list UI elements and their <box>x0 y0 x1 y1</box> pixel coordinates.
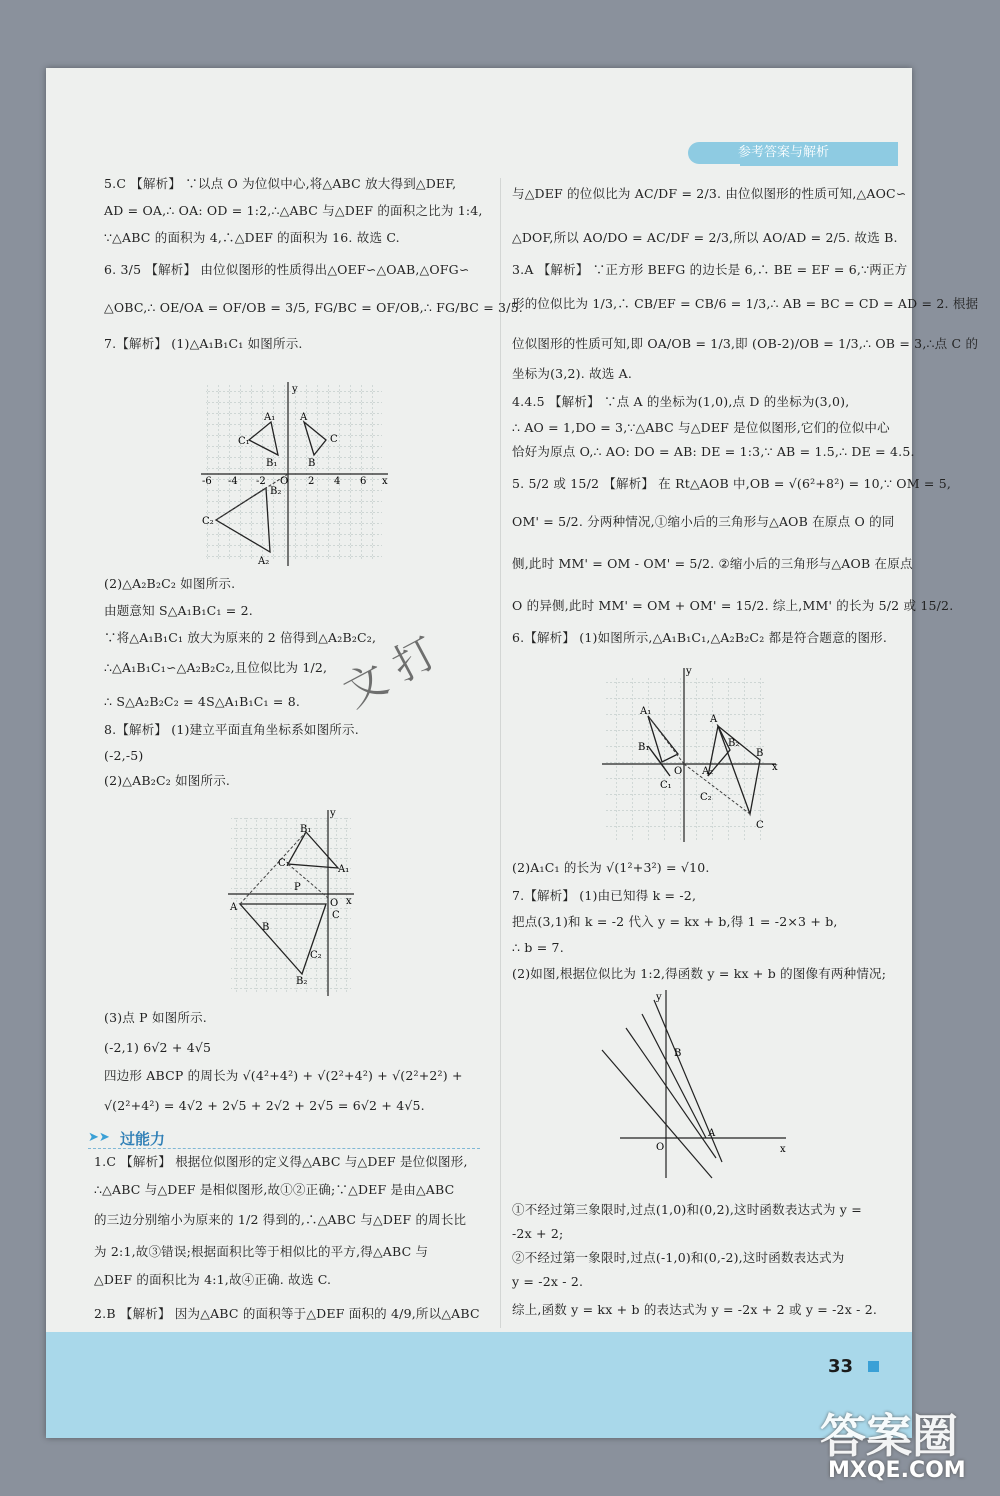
text-line: △OBC,∴ OE/OA = OF/OB = 3/5, FG/BC = OF/OB,∴ FG/BC = 3/5. <box>104 300 523 315</box>
text-line: 由题意知 S△A₁B₁C₁ = 2. <box>104 603 253 618</box>
svg-text:4: 4 <box>334 476 341 487</box>
text-line: (2)△A₂B₂C₂ 如图所示. <box>104 576 236 591</box>
text-line: ②不经过第一象限时,过点(-1,0)和(0,-2),这时函数表达式为 <box>512 1250 845 1265</box>
text-line: △DOF,所以 AO/DO = AC/DF = 2/3,所以 AO/AD = 2/5. 故选 B. <box>512 230 898 245</box>
svg-text:A: A <box>708 1128 716 1139</box>
text-line: 综上,函数 y = kx + b 的表达式为 y = -2x + 2 或 y = -2x - 2. <box>512 1302 878 1317</box>
fig7-y-label: y <box>292 384 298 395</box>
svg-text:B₂: B₂ <box>728 738 740 749</box>
text-line: 位似图形的性质可知,即 OA/OB = 1/3,即 (OB-2)/OB = 1/3,∴ OB = 3,∴点 C 的 <box>512 336 979 351</box>
svg-text:A: A <box>230 902 238 913</box>
svg-text:x: x <box>780 1144 786 1155</box>
text-line: 5.C 【解析】 ∵以点 O 为位似中心,将△ABC 放大得到△DEF, <box>104 176 457 191</box>
text-line: 侧,此时 MM' = OM - OM' = 5/2. ②缩小后的三角形与△AOB 在原点 <box>512 556 913 571</box>
svg-text:-2: -2 <box>256 476 266 487</box>
svg-text:B₁: B₁ <box>300 824 312 835</box>
text-line: ∵△ABC 的面积为 4,∴△DEF 的面积为 16. 故选 C. <box>104 230 400 245</box>
text-line: (2)△AB₂C₂ 如图所示. <box>104 773 231 788</box>
svg-text:O: O <box>330 898 339 909</box>
svg-text:A₂: A₂ <box>702 766 714 777</box>
section-icon: ➤➤ <box>88 1130 110 1145</box>
text-line: ∴△ABC 与△DEF 是相似图形,故①②正确;∵△DEF 是由△ABC <box>94 1182 455 1197</box>
text-line: ∴△A₁B₁C₁∽△A₂B₂C₂,且位似比为 1/2, <box>104 660 328 675</box>
text-line: y = -2x - 2. <box>512 1274 584 1289</box>
header-title: 参考答案与解析 <box>688 142 898 164</box>
svg-text:y: y <box>330 808 336 819</box>
svg-text:C₁: C₁ <box>238 436 250 447</box>
page-number: 33 <box>828 1356 854 1377</box>
text-line: ①不经过第三象限时,过点(1,0)和(0,2),这时函数表达式为 y = <box>512 1202 862 1217</box>
svg-text:C: C <box>332 910 340 921</box>
svg-text:-4: -4 <box>228 476 238 487</box>
watermark-url: MXQE.COM <box>828 1458 966 1483</box>
text-line: ∵将△A₁B₁C₁ 放大为原来的 2 倍得到△A₂B₂C₂, <box>104 630 377 645</box>
svg-text:y: y <box>686 666 692 677</box>
figure-q7-svg <box>196 380 396 570</box>
svg-text:A₁: A₁ <box>640 706 652 717</box>
svg-text:A₂: A₂ <box>258 556 270 567</box>
svg-text:x: x <box>346 896 352 907</box>
header-rule <box>740 164 898 166</box>
text-line: 7.【解析】 (1)由已知得 k = -2, <box>512 888 697 903</box>
watermark-logo: 答案圈 <box>820 1409 958 1463</box>
svg-text:C₂: C₂ <box>700 792 712 803</box>
figure-q8-grid <box>226 808 356 998</box>
text-line: 7.【解析】 (1)△A₁B₁C₁ 如图所示. <box>104 336 303 351</box>
text-line: 6. 3/5 【解析】 由位似图形的性质得出△OEF∽△OAB,△OFG∽ <box>104 262 470 277</box>
text-line: 形的位似比为 1/3,∴ CB/EF = CB/6 = 1/3,∴ AB = BC = CD = AD = 2. 根据 <box>512 296 979 311</box>
svg-text:2: 2 <box>308 476 315 487</box>
text-line: -2x + 2; <box>512 1226 564 1241</box>
text-line: 5. 5/2 或 15/2 【解析】 在 Rt△AOB 中,OB = √(6²+8²) = 10,∵ OM = 5, <box>512 476 952 491</box>
svg-text:B₂: B₂ <box>270 486 282 497</box>
svg-text:C: C <box>756 820 764 831</box>
text-line: 8.【解析】 (1)建立平面直角坐标系如图所示. <box>104 722 359 737</box>
figure-q6-svg <box>600 666 780 846</box>
text-line: (3)点 P 如图所示. <box>104 1010 207 1025</box>
svg-text:-6: -6 <box>202 476 212 487</box>
svg-text:B: B <box>674 1048 682 1059</box>
figure-q7-grid <box>196 380 396 570</box>
text-line: 2.B 【解析】 因为△ABC 的面积等于△DEF 面积的 4/9,所以△ABC <box>94 1306 480 1321</box>
handwriting-mark: 文 打 <box>335 627 445 717</box>
text-line: 3.A 【解析】 ∵正方形 BEFG 的边长是 6,∴ BE = EF = 6,∵两正方 <box>512 262 908 277</box>
text-line: (-2,-5) <box>104 748 144 763</box>
page-marker <box>868 1361 879 1372</box>
fig7-x-label: x <box>382 476 388 487</box>
text-line: ∴ S△A₂B₂C₂ = 4S△A₁B₁C₁ = 8. <box>104 694 301 709</box>
text-line: 6.【解析】 (1)如图所示,△A₁B₁C₁,△A₂B₂C₂ 都是符合题意的图形. <box>512 630 888 645</box>
svg-text:A: A <box>710 714 718 725</box>
figure-q8-svg <box>226 808 356 998</box>
text-line: 4.4.5 【解析】 ∵点 A 的坐标为(1,0),点 D 的坐标为(3,0), <box>512 394 850 409</box>
text-line: 四边形 ABCP 的周长为 √(4²+4²) + √(2²+4²) + √(2²+2²) + <box>104 1068 463 1083</box>
figure-q7r-lines <box>596 986 796 1186</box>
text-line: ∴ b = 7. <box>512 940 564 955</box>
section-title: 过能力 <box>120 1130 166 1148</box>
text-line: 把点(3,1)和 k = -2 代入 y = kx + b,得 1 = -2×3 + b, <box>512 914 838 929</box>
section-header <box>88 1128 480 1149</box>
svg-text:y: y <box>656 992 662 1003</box>
svg-text:B: B <box>756 748 764 759</box>
text-line: 恰好为原点 O,∴ AO: DO = AB: DE = 1:3,∵ AB = 1.5,∴ DE = 4.5. <box>512 444 915 459</box>
text-line: 1.C 【解析】 根据位似图形的定义得△ABC 与△DEF 是位似图形, <box>94 1154 468 1169</box>
svg-text:A₁: A₁ <box>338 864 350 875</box>
svg-text:O: O <box>674 766 683 777</box>
svg-text:C₁: C₁ <box>660 780 672 791</box>
svg-text:B: B <box>308 458 316 469</box>
text-line: (2)如图,根据位似比为 1:2,得函数 y = kx + b 的图像有两种情况; <box>512 966 887 981</box>
text-line: OM' = 5/2. 分两种情况,①缩小后的三角形与△AOB 在原点 O 的同 <box>512 514 895 529</box>
footer-band <box>46 1332 912 1438</box>
svg-text:B₂: B₂ <box>296 976 308 987</box>
text-line: ∴ AO = 1,DO = 3,∵△ABC 与△DEF 是位似图形,它们的位似中心 <box>512 420 890 435</box>
svg-text:B₁: B₁ <box>266 458 278 469</box>
text-line: (2)A₁C₁ 的长为 √(1²+3²) = √10. <box>512 860 710 875</box>
svg-text:x: x <box>772 762 778 773</box>
svg-text:A₁: A₁ <box>264 412 276 423</box>
svg-text:B: B <box>262 922 270 933</box>
svg-text:6: 6 <box>360 476 367 487</box>
figure-q7r-svg <box>596 986 796 1186</box>
svg-text:C₂: C₂ <box>310 950 322 961</box>
text-line: 为 2:1,故③错误;根据面积比等于相似比的平方,得△ABC 与 <box>94 1244 429 1259</box>
text-line: △DEF 的面积比为 4:1,故④正确. 故选 C. <box>94 1272 332 1287</box>
figure-q6-grid <box>600 666 780 846</box>
column-divider <box>500 178 501 1328</box>
text-line: 与△DEF 的位似比为 AC/DF = 2/3. 由位似图形的性质可知,△AOC∽ <box>512 186 907 201</box>
svg-text:B₁: B₁ <box>638 742 650 753</box>
fig7-origin: O <box>280 476 289 487</box>
text-line: O 的异侧,此时 MM' = OM + OM' = 15/2. 综上,MM' 的长为 5/2 或 15/2. <box>512 598 954 613</box>
text-line: 坐标为(3,2). 故选 A. <box>512 366 633 381</box>
svg-text:C₂: C₂ <box>202 516 214 527</box>
svg-text:P: P <box>294 882 301 893</box>
svg-text:A: A <box>300 412 308 423</box>
text-line: 的三边分别缩小为原来的 1/2 得到的,∴△ABC 与△DEF 的周长比 <box>94 1212 467 1227</box>
text-line: AD = OA,∴ OA: OD = 1:2,∴△ABC 与△DEF 的面积之比为 1:4, <box>104 203 483 218</box>
svg-text:C₁: C₁ <box>278 858 290 869</box>
svg-text:C: C <box>330 434 338 445</box>
text-line: √(2²+4²) = 4√2 + 2√5 + 2√2 + 2√5 = 6√2 + 4√5. <box>104 1098 425 1113</box>
svg-text:O: O <box>656 1142 665 1153</box>
text-line: (-2,1) 6√2 + 4√5 <box>104 1040 212 1055</box>
